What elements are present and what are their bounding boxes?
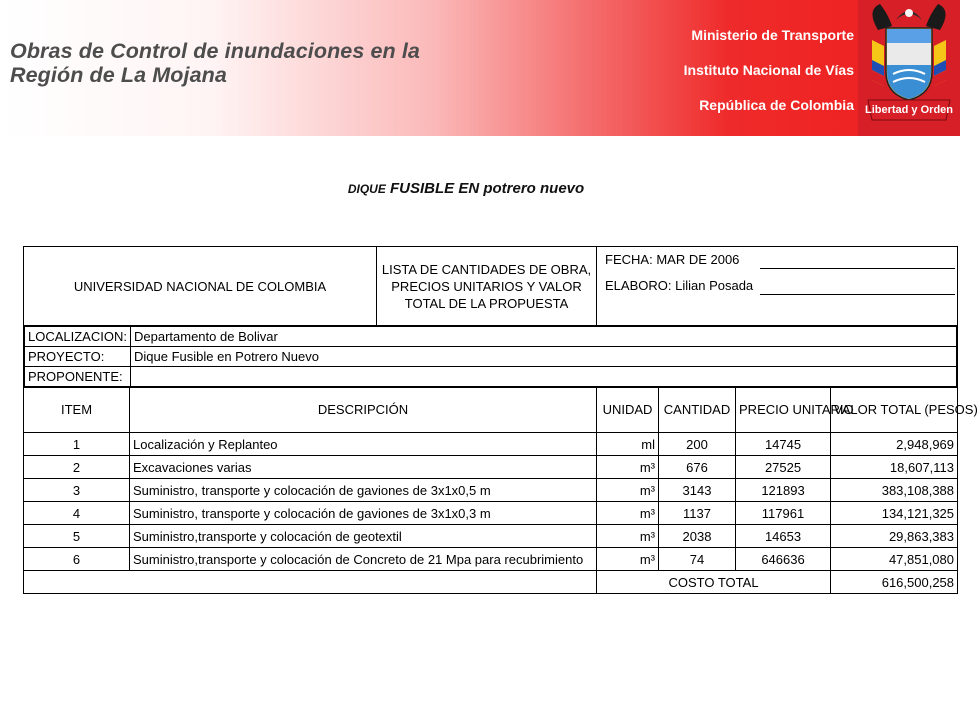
document-subtitle [0, 180, 932, 197]
row-precio: 14653 [736, 525, 831, 548]
fecha-label [597, 247, 760, 273]
row-valor: 18,607,113 [831, 456, 958, 479]
proyecto-value: Dique Fusible en Potrero Nuevo [131, 347, 957, 367]
fecha-label-text: FECHA: [605, 252, 653, 267]
row-precio: 117961 [736, 502, 831, 525]
row-descripcion: Suministro, transporte y colocación de gaviones de 3x1x0,5 m [130, 479, 597, 502]
row-unidad: ml [597, 433, 659, 456]
emblem-motto: Libertad y Orden [864, 104, 954, 116]
col-descripcion: DESCRIPCIÓN [130, 388, 597, 433]
elaboro-value: Lilian Posada [675, 278, 754, 293]
row-unidad: m³ [597, 456, 659, 479]
proponente-value [131, 367, 957, 387]
row-precio: 646636 [736, 548, 831, 571]
localizacion-value: Departamento de Bolivar [131, 327, 957, 347]
proyecto-label: PROYECTO: [25, 347, 131, 367]
page-title [10, 39, 420, 87]
row-descripcion: Excavaciones varias [130, 456, 597, 479]
table-row [24, 502, 958, 525]
row-cantidad: 1137 [659, 502, 736, 525]
table-row [24, 433, 958, 456]
list-title-cell: LISTA DE CANTIDADES DE OBRA, PRECIOS UNITARIOS Y VALOR TOTAL DE LA PROPUESTA [377, 247, 597, 326]
table-row [24, 525, 958, 548]
row-descripcion: Localización y Replanteo [130, 433, 597, 456]
elaboro-label [597, 273, 760, 299]
row-descripcion: Suministro, transporte y colocación de gaviones de 3x1x0,3 m [130, 502, 597, 525]
table-row [24, 456, 958, 479]
coat-of-arms-icon [858, 0, 960, 136]
row-descripcion: Suministro,transporte y colocación de geotextil [130, 525, 597, 548]
elaboro-blank [760, 278, 955, 295]
row-unidad: m³ [597, 525, 659, 548]
row-valor: 383,108,388 [831, 479, 958, 502]
table-row [24, 548, 958, 571]
row-item: 5 [24, 525, 130, 548]
ministry-name: Ministerio de Transporte [691, 27, 854, 43]
institute-name: Instituto Nacional de Vías [683, 62, 854, 78]
col-item: ITEM [24, 388, 130, 433]
fecha-value: MAR DE 2006 [656, 252, 740, 267]
costo-total-label: COSTO TOTAL [597, 571, 831, 594]
row-unidad: m³ [597, 502, 659, 525]
col-cantidad: CANTIDAD [659, 388, 736, 433]
row-cantidad: 200 [659, 433, 736, 456]
location-block [24, 326, 958, 388]
col-valor-total: VALOR TOTAL (PESOS) [831, 388, 958, 433]
row-item: 4 [24, 502, 130, 525]
row-cantidad: 74 [659, 548, 736, 571]
republic-name: República de Colombia [699, 97, 854, 113]
localizacion-label: LOCALIZACION: [25, 327, 131, 347]
fecha-blank [760, 252, 955, 269]
row-cantidad: 2038 [659, 525, 736, 548]
institution-block [594, 18, 854, 123]
elaboro-label-text: ELABORO: [605, 278, 672, 293]
row-precio: 14745 [736, 433, 831, 456]
row-cantidad: 676 [659, 456, 736, 479]
total-row [24, 571, 958, 594]
row-unidad: m³ [597, 479, 659, 502]
row-item: 3 [24, 479, 130, 502]
row-valor: 47,851,080 [831, 548, 958, 571]
subtitle-main: FUSIBLE EN potrero nuevo [390, 180, 585, 197]
row-valor: 2,948,969 [831, 433, 958, 456]
meta-cell [597, 247, 958, 326]
row-precio: 121893 [736, 479, 831, 502]
col-unidad: UNIDAD [597, 388, 659, 433]
page-title-line2: Región de La Mojana [10, 63, 227, 87]
row-precio: 27525 [736, 456, 831, 479]
subtitle-prefix: DIQUE [347, 182, 386, 196]
table-row [24, 479, 958, 502]
row-valor: 29,863,383 [831, 525, 958, 548]
col-precio-unitario: PRECIO UNITARIO [736, 388, 831, 433]
row-cantidad: 3143 [659, 479, 736, 502]
proponente-label: PROPONENTE: [25, 367, 131, 387]
university-cell: UNIVERSIDAD NACIONAL DE COLOMBIA [24, 247, 377, 326]
row-item: 1 [24, 433, 130, 456]
page-title-line1: Obras de Control de inundaciones en la [10, 39, 420, 63]
row-valor: 134,121,325 [831, 502, 958, 525]
row-descripcion: Suministro,transporte y colocación de Concreto de 21 Mpa para recubrimiento [130, 548, 597, 571]
quantities-table [23, 246, 978, 594]
total-spacer [24, 571, 597, 594]
row-unidad: m³ [597, 548, 659, 571]
costo-total-value: 616,500,258 [831, 571, 958, 594]
row-item: 6 [24, 548, 130, 571]
row-item: 2 [24, 456, 130, 479]
